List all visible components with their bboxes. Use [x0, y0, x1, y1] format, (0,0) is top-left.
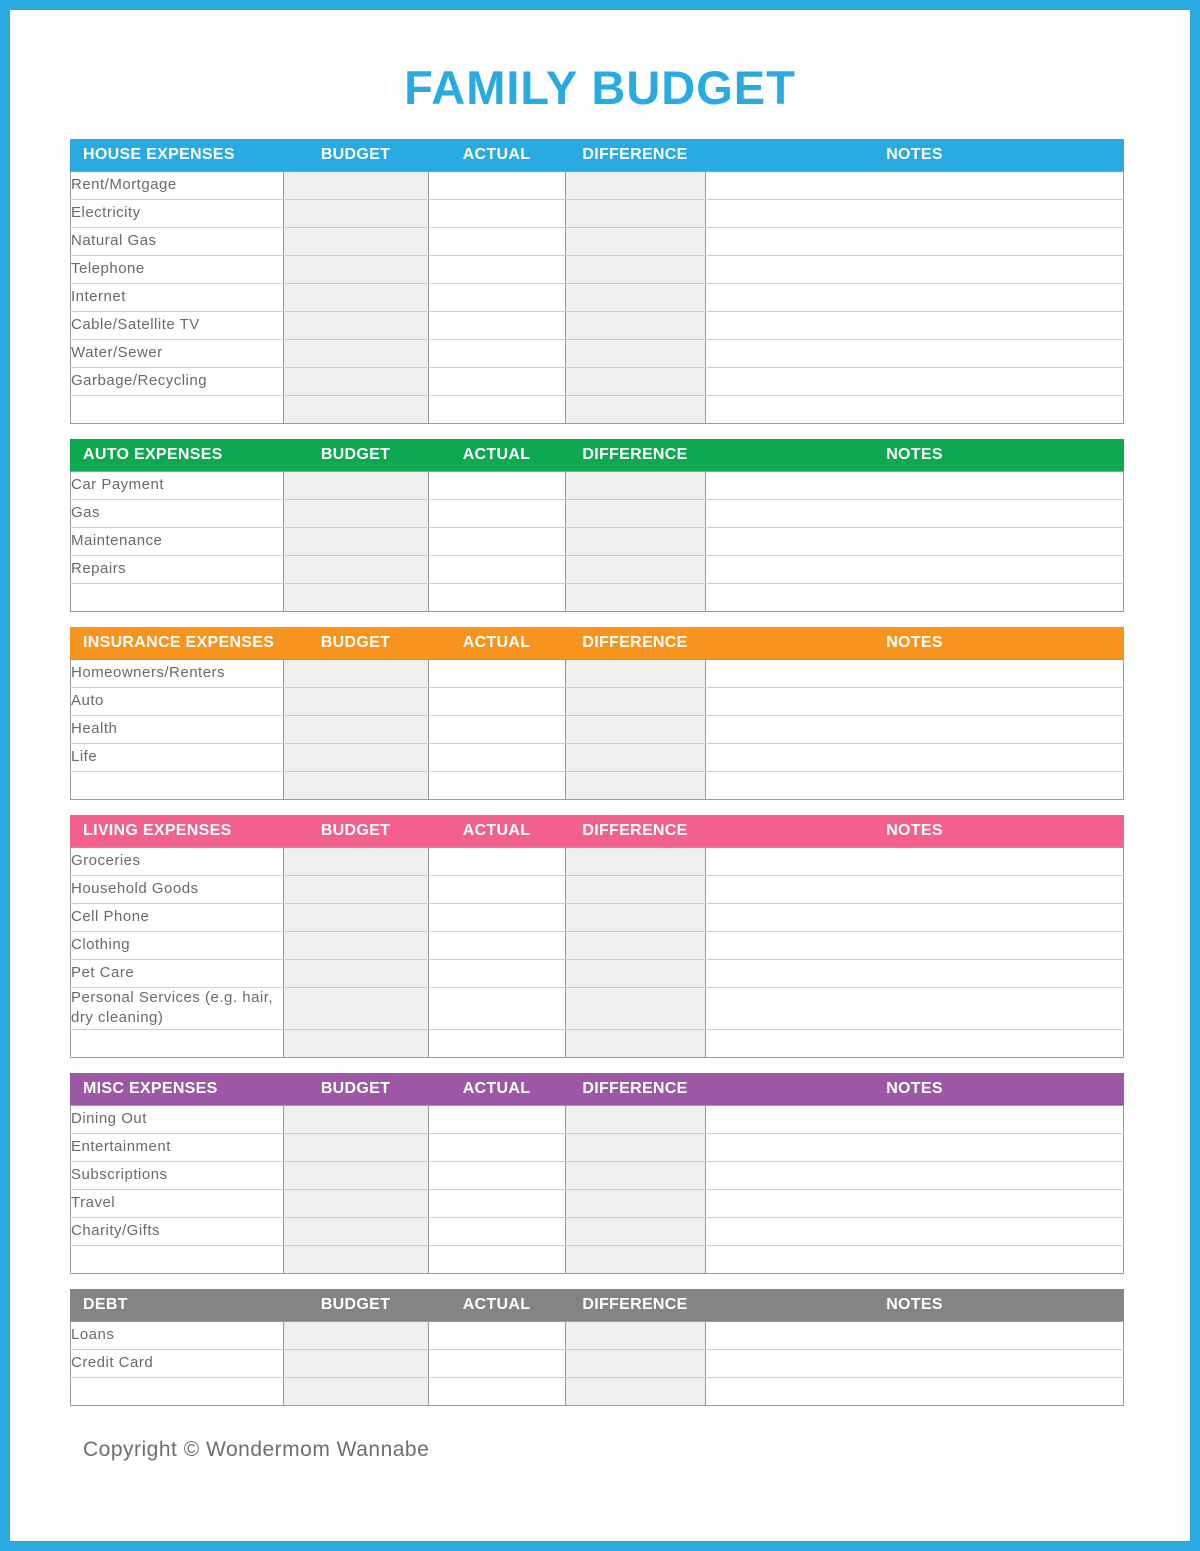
budget-cell [284, 340, 429, 368]
expense-label-cell: Homeowners/Renters [71, 660, 284, 688]
section-title: HOUSE EXPENSES [83, 146, 235, 163]
difference-cell [566, 848, 706, 876]
budget-sections [68, 139, 1132, 1406]
budget-cell [284, 904, 429, 932]
section-grid [70, 1105, 1124, 1274]
actual-cell [429, 744, 566, 772]
expense-row [71, 772, 1124, 800]
budget-cell [284, 1245, 429, 1273]
difference-cell [566, 1105, 706, 1133]
expense-row [71, 556, 1124, 584]
notes-cell [706, 772, 1124, 800]
difference-cell [566, 932, 706, 960]
budget-cell [284, 1105, 429, 1133]
expense-label-cell [71, 396, 284, 424]
column-header-actual: ACTUAL [462, 1295, 531, 1313]
actual-cell [429, 200, 566, 228]
budget-cell [284, 848, 429, 876]
expense-row [71, 528, 1124, 556]
notes-cell [706, 1377, 1124, 1405]
budget-cell [284, 472, 429, 500]
expense-label-cell [71, 772, 284, 800]
actual-cell [429, 660, 566, 688]
difference-cell [566, 772, 706, 800]
difference-cell [566, 556, 706, 584]
notes-cell [706, 716, 1124, 744]
expense-row [71, 716, 1124, 744]
expense-label-cell: Health [71, 716, 284, 744]
expense-label-cell [71, 1029, 284, 1057]
notes-cell [706, 584, 1124, 612]
budget-cell [284, 396, 429, 424]
difference-cell [566, 744, 706, 772]
difference-cell [566, 228, 706, 256]
column-header-actual: ACTUAL [462, 822, 531, 839]
section-grid [70, 171, 1124, 424]
page-content [10, 60, 1190, 1462]
expense-row [71, 284, 1124, 312]
notes-cell [706, 368, 1124, 396]
actual-cell [429, 772, 566, 800]
notes-cell [706, 1321, 1124, 1349]
section-header-bar [70, 815, 1124, 847]
expense-label-cell: Cable/Satellite TV [71, 312, 284, 340]
expense-row [71, 1245, 1124, 1273]
section-title: INSURANCE EXPENSES [83, 634, 275, 651]
notes-cell [706, 1189, 1124, 1217]
expense-label-cell: Rent/Mortgage [71, 172, 284, 200]
expense-row [71, 660, 1124, 688]
expense-row [71, 1377, 1124, 1405]
expense-label-cell: Personal Services (e.g. hair, dry cleaning) [71, 988, 284, 1030]
expense-row [71, 876, 1124, 904]
notes-cell [706, 472, 1124, 500]
column-header-notes: NOTES [886, 822, 943, 839]
budget-cell [284, 584, 429, 612]
budget-cell [284, 1189, 429, 1217]
budget-cell [284, 1029, 429, 1057]
actual-cell [429, 1161, 566, 1189]
difference-cell [566, 200, 706, 228]
difference-cell [566, 528, 706, 556]
actual-cell [429, 312, 566, 340]
notes-cell [706, 284, 1124, 312]
actual-cell [429, 932, 566, 960]
expense-row [71, 1349, 1124, 1377]
expense-label-cell: Car Payment [71, 472, 284, 500]
budget-cell [284, 256, 429, 284]
column-header-budget: BUDGET [320, 1079, 391, 1097]
notes-cell [706, 340, 1124, 368]
actual-cell [429, 256, 566, 284]
column-header-difference: DIFFERENCE [582, 1079, 688, 1097]
difference-cell [566, 1245, 706, 1273]
expense-row [71, 688, 1124, 716]
section-title: DEBT [83, 1295, 128, 1313]
actual-cell [429, 368, 566, 396]
actual-cell [429, 848, 566, 876]
budget-cell [284, 932, 429, 960]
expense-row [71, 228, 1124, 256]
expense-label-cell: Electricity [71, 200, 284, 228]
column-header-notes: NOTES [886, 1079, 943, 1097]
section-header-bar [70, 627, 1124, 659]
notes-cell [706, 312, 1124, 340]
difference-cell [566, 1377, 706, 1405]
expense-row [71, 312, 1124, 340]
column-header-difference: DIFFERENCE [582, 146, 688, 163]
difference-cell [566, 1029, 706, 1057]
section-debt [70, 1289, 1124, 1406]
budget-cell [284, 500, 429, 528]
notes-cell [706, 932, 1124, 960]
notes-cell [706, 528, 1124, 556]
section-living-expenses [70, 815, 1124, 1058]
budget-cell [284, 772, 429, 800]
column-header-difference: DIFFERENCE [582, 446, 688, 463]
expense-row [71, 472, 1124, 500]
section-auto-expenses [70, 439, 1124, 612]
expense-row [71, 848, 1124, 876]
expense-row [71, 1029, 1124, 1057]
budget-cell [284, 1133, 429, 1161]
expense-row [71, 340, 1124, 368]
expense-label-cell: Clothing [71, 932, 284, 960]
actual-cell [429, 688, 566, 716]
expense-label-cell: Groceries [71, 848, 284, 876]
notes-cell [706, 556, 1124, 584]
section-grid [70, 471, 1124, 612]
column-header-actual: ACTUAL [462, 1079, 531, 1097]
expense-label-cell: Repairs [71, 556, 284, 584]
column-header-notes: NOTES [886, 634, 943, 651]
notes-cell [706, 500, 1124, 528]
actual-cell [429, 472, 566, 500]
notes-cell [706, 256, 1124, 284]
notes-cell [706, 1105, 1124, 1133]
expense-row [71, 1105, 1124, 1133]
expense-label-cell: Gas [71, 500, 284, 528]
column-header-actual: ACTUAL [462, 146, 531, 163]
actual-cell [429, 1321, 566, 1349]
column-header-budget: BUDGET [320, 1295, 391, 1313]
page-title: FAMILY BUDGET [404, 61, 796, 114]
difference-cell [566, 284, 706, 312]
expense-label-cell [71, 1377, 284, 1405]
difference-cell [566, 472, 706, 500]
notes-cell [706, 876, 1124, 904]
difference-cell [566, 396, 706, 424]
expense-row [71, 932, 1124, 960]
budget-cell [284, 228, 429, 256]
expense-label-cell: Entertainment [71, 1133, 284, 1161]
budget-cell [284, 960, 429, 988]
expense-label-cell: Household Goods [71, 876, 284, 904]
copyright-text: Copyright © Wondermom Wannabe [83, 1437, 430, 1461]
section-header-bar [70, 139, 1124, 171]
section-title: MISC EXPENSES [83, 1079, 218, 1097]
notes-cell [706, 1133, 1124, 1161]
difference-cell [566, 660, 706, 688]
expense-label-cell: Dining Out [71, 1105, 284, 1133]
actual-cell [429, 284, 566, 312]
actual-cell [429, 340, 566, 368]
column-header-budget: BUDGET [320, 446, 391, 463]
column-header-notes: NOTES [886, 146, 943, 163]
expense-row [71, 1321, 1124, 1349]
difference-cell [566, 716, 706, 744]
actual-cell [429, 228, 566, 256]
actual-cell [429, 1217, 566, 1245]
expense-label-cell: Charity/Gifts [71, 1217, 284, 1245]
column-header-budget: BUDGET [320, 146, 391, 163]
actual-cell [429, 396, 566, 424]
budget-cell [284, 660, 429, 688]
expense-label-cell: Travel [71, 1189, 284, 1217]
column-header-notes: NOTES [886, 446, 943, 463]
notes-cell [706, 744, 1124, 772]
difference-cell [566, 1349, 706, 1377]
actual-cell [429, 172, 566, 200]
difference-cell [566, 876, 706, 904]
actual-cell [429, 876, 566, 904]
column-header-difference: DIFFERENCE [582, 822, 688, 839]
expense-row [71, 200, 1124, 228]
expense-row [71, 396, 1124, 424]
difference-cell [566, 500, 706, 528]
expense-label-cell: Life [71, 744, 284, 772]
column-header-actual: ACTUAL [462, 634, 531, 651]
actual-cell [429, 716, 566, 744]
notes-cell [706, 200, 1124, 228]
difference-cell [566, 688, 706, 716]
budget-cell [284, 1161, 429, 1189]
actual-cell [429, 1029, 566, 1057]
expense-row [71, 988, 1124, 1030]
budget-cell [284, 172, 429, 200]
section-title: LIVING EXPENSES [83, 822, 232, 839]
notes-cell [706, 172, 1124, 200]
difference-cell [566, 904, 706, 932]
budget-cell [284, 312, 429, 340]
budget-cell [284, 556, 429, 584]
section-title: AUTO EXPENSES [83, 446, 223, 463]
expense-label-cell: Natural Gas [71, 228, 284, 256]
notes-cell [706, 988, 1124, 1030]
column-header-difference: DIFFERENCE [582, 634, 688, 651]
difference-cell [566, 340, 706, 368]
actual-cell [429, 500, 566, 528]
actual-cell [429, 1133, 566, 1161]
section-header-bar [70, 1289, 1124, 1321]
difference-cell [566, 584, 706, 612]
expense-label-cell: Internet [71, 284, 284, 312]
expense-label-cell: Telephone [71, 256, 284, 284]
notes-cell [706, 228, 1124, 256]
difference-cell [566, 1133, 706, 1161]
expense-label-cell: Water/Sewer [71, 340, 284, 368]
expense-row [71, 1189, 1124, 1217]
section-grid [70, 847, 1124, 1058]
actual-cell [429, 556, 566, 584]
difference-cell [566, 960, 706, 988]
expense-label-cell: Garbage/Recycling [71, 368, 284, 396]
budget-cell [284, 744, 429, 772]
expense-row [71, 500, 1124, 528]
notes-cell [706, 660, 1124, 688]
notes-cell [706, 904, 1124, 932]
actual-cell [429, 528, 566, 556]
budget-cell [284, 528, 429, 556]
budget-cell [284, 876, 429, 904]
notes-cell [706, 1029, 1124, 1057]
expense-row [71, 584, 1124, 612]
budget-cell [284, 688, 429, 716]
budget-cell [284, 1217, 429, 1245]
expense-row [71, 1161, 1124, 1189]
expense-row [71, 744, 1124, 772]
section-insurance-expenses [70, 627, 1124, 800]
difference-cell [566, 988, 706, 1030]
section-grid [70, 659, 1124, 800]
section-grid [70, 1321, 1124, 1406]
expense-row [71, 1133, 1124, 1161]
section-header-bar [70, 439, 1124, 471]
expense-row [71, 368, 1124, 396]
notes-cell [706, 1161, 1124, 1189]
difference-cell [566, 368, 706, 396]
budget-cell [284, 1321, 429, 1349]
budget-cell [284, 368, 429, 396]
notes-cell [706, 396, 1124, 424]
column-header-notes: NOTES [886, 1295, 943, 1313]
budget-cell [284, 284, 429, 312]
section-header-bar [70, 1073, 1124, 1105]
difference-cell [566, 1161, 706, 1189]
notes-cell [706, 1245, 1124, 1273]
column-header-budget: BUDGET [320, 634, 391, 651]
notes-cell [706, 960, 1124, 988]
actual-cell [429, 1377, 566, 1405]
expense-label-cell: Cell Phone [71, 904, 284, 932]
expense-label-cell: Credit Card [71, 1349, 284, 1377]
actual-cell [429, 1349, 566, 1377]
expense-row [71, 256, 1124, 284]
actual-cell [429, 960, 566, 988]
expense-row [71, 1217, 1124, 1245]
expense-row [71, 960, 1124, 988]
budget-cell [284, 1349, 429, 1377]
expense-row [71, 904, 1124, 932]
section-misc-expenses [70, 1073, 1124, 1274]
expense-label-cell: Pet Care [71, 960, 284, 988]
expense-label-cell: Maintenance [71, 528, 284, 556]
actual-cell [429, 1189, 566, 1217]
actual-cell [429, 988, 566, 1030]
notes-cell [706, 848, 1124, 876]
difference-cell [566, 312, 706, 340]
expense-label-cell: Loans [71, 1321, 284, 1349]
actual-cell [429, 904, 566, 932]
difference-cell [566, 172, 706, 200]
budget-cell [284, 200, 429, 228]
actual-cell [429, 1105, 566, 1133]
column-header-actual: ACTUAL [462, 446, 531, 463]
expense-label-cell: Auto [71, 688, 284, 716]
notes-cell [706, 1217, 1124, 1245]
expense-row [71, 172, 1124, 200]
difference-cell [566, 1321, 706, 1349]
column-header-budget: BUDGET [320, 822, 391, 839]
budget-cell [284, 1377, 429, 1405]
expense-label-cell [71, 584, 284, 612]
column-header-difference: DIFFERENCE [582, 1295, 688, 1313]
notes-cell [706, 1349, 1124, 1377]
section-house-expenses [70, 139, 1124, 424]
difference-cell [566, 1189, 706, 1217]
expense-label-cell [71, 1245, 284, 1273]
difference-cell [566, 256, 706, 284]
actual-cell [429, 584, 566, 612]
notes-cell [706, 688, 1124, 716]
expense-label-cell: Subscriptions [71, 1161, 284, 1189]
budget-cell [284, 988, 429, 1030]
budget-cell [284, 716, 429, 744]
actual-cell [429, 1245, 566, 1273]
difference-cell [566, 1217, 706, 1245]
